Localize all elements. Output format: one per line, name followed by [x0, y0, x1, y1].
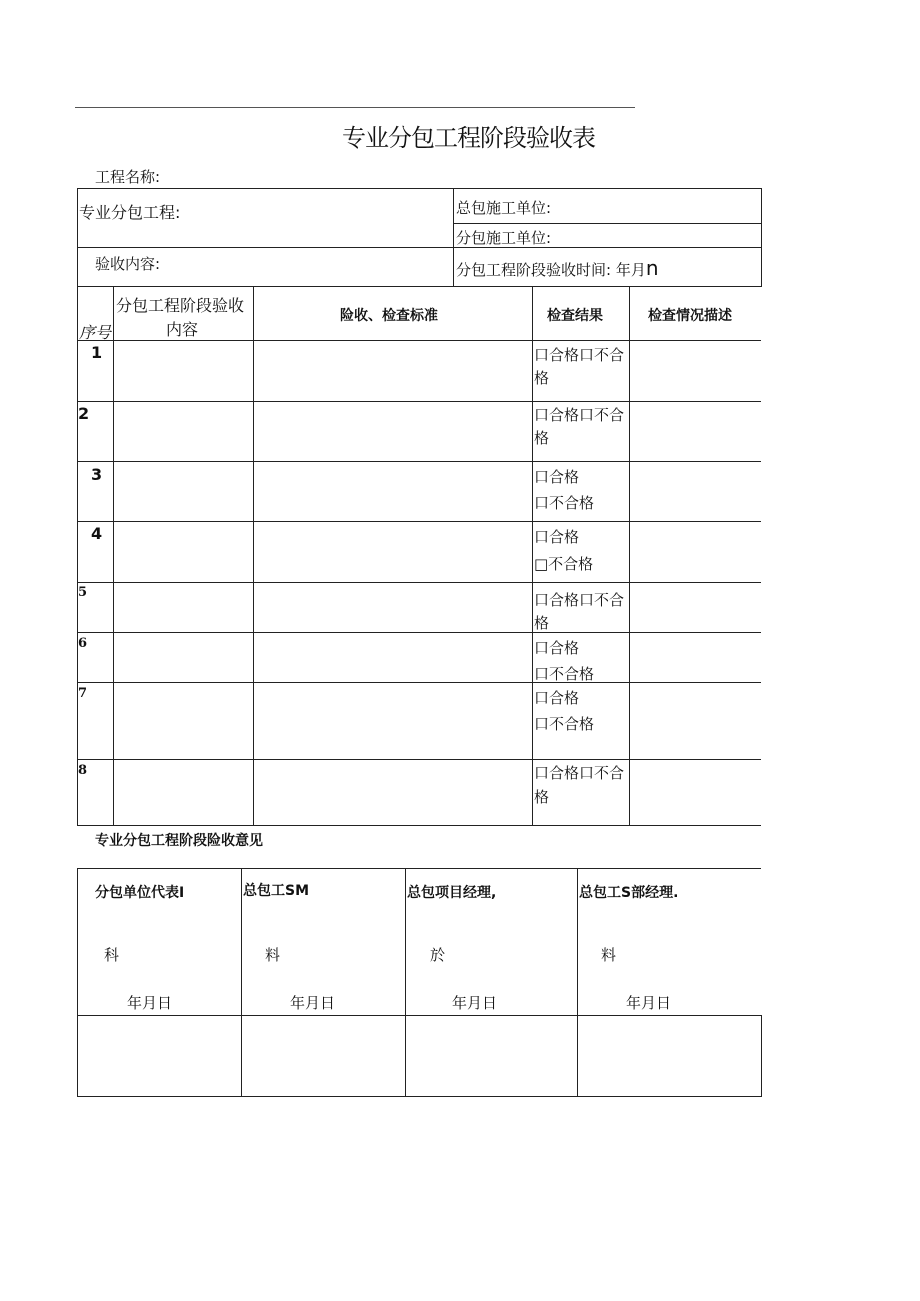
sig-col-4	[577, 868, 578, 1097]
row-number: 8	[78, 763, 88, 778]
table-col-result	[629, 287, 630, 825]
acceptance-time-label: 分包工程阶段验收时间:	[456, 261, 612, 279]
col-header-seq: 序号	[79, 323, 112, 342]
table-row-line-6	[77, 682, 761, 683]
header-box-right	[761, 188, 762, 287]
header-box-divider	[453, 188, 454, 287]
header-box-bottom	[77, 286, 762, 287]
acceptance-time-suffix: n	[645, 256, 659, 280]
row-result-line1: 口合格	[534, 639, 580, 657]
signature-role: 分包单位代表I	[95, 885, 185, 901]
general-contractor-label: 总包施工单位:	[456, 199, 552, 217]
table-row-line-3	[77, 521, 761, 522]
row-number: 4	[91, 524, 103, 543]
sig-col-right	[761, 1015, 762, 1097]
subcontractor-label: 分包施工单位:	[456, 229, 552, 247]
acceptance-content-label: 验收内容:	[95, 255, 161, 273]
sig-col-2	[241, 868, 242, 1097]
row-result-line1: 口合格口不合	[534, 591, 625, 609]
table-row-line-1	[77, 401, 761, 402]
table-row-line-2	[77, 461, 761, 462]
sig-col-3	[405, 868, 406, 1097]
table-row-line-header	[77, 340, 761, 341]
table-col-seq	[113, 287, 114, 825]
row-result-line2: □不合格	[534, 555, 594, 573]
signature-mark: 料	[265, 946, 281, 964]
row-result-line1: 口合格口不合	[534, 406, 625, 424]
table-row-line-4	[77, 582, 761, 583]
row-number: 7	[78, 686, 88, 701]
col-header-description: 检查情况描述	[648, 308, 732, 324]
signature-role: 总包工S部经理.	[579, 885, 679, 901]
row-result-line2: 口不合格	[534, 665, 595, 683]
project-name-label: 工程名称:	[95, 168, 161, 186]
row-result-line1: 口合格	[534, 528, 580, 546]
col-header-result: 检查结果	[547, 308, 603, 324]
header-box-top	[77, 188, 762, 189]
subcontract-project-label: 专业分包工程:	[79, 203, 181, 222]
signature-date: 年月日	[452, 994, 498, 1012]
signature-date: 年月日	[127, 994, 173, 1012]
signature-mark: 料	[601, 946, 617, 964]
row-result-line1: 口合格	[534, 689, 580, 707]
signature-role: 总包项目经理,	[407, 885, 497, 901]
table-row-line-5	[77, 632, 761, 633]
signature-mark: 於	[430, 946, 446, 964]
signature-mark: 科	[104, 946, 120, 964]
row-result-line2: 格	[534, 614, 550, 632]
sig-col-left	[77, 868, 78, 1097]
col-header-content-line1: 分包工程阶段验收	[116, 296, 245, 315]
row-result-line2: 格	[534, 429, 550, 447]
row-result-line2: 格	[534, 788, 550, 806]
header-box-mid-left	[77, 247, 762, 248]
top-rule	[75, 107, 635, 108]
table-row-line-7	[77, 759, 761, 760]
row-result-line2: 口不合格	[534, 715, 595, 733]
row-number: 5	[78, 585, 88, 600]
col-header-content-line2: 内容	[166, 320, 199, 339]
row-result-line1: 口合格口不合	[534, 346, 625, 364]
row-result-line2: 口不合格	[534, 494, 595, 512]
row-number: 6	[78, 636, 88, 651]
header-box-split-right	[453, 223, 762, 224]
table-row-line-bottom	[77, 825, 761, 826]
table-col-content	[253, 287, 254, 825]
row-number: 2	[78, 404, 90, 423]
row-number: 3	[91, 465, 103, 484]
row-result-line2: 格	[534, 369, 550, 387]
page-title: 专业分包工程阶段验收表	[342, 124, 595, 152]
col-header-standard: 险收、检查标准	[340, 308, 438, 324]
signature-date: 年月日	[290, 994, 336, 1012]
table-col-left	[77, 287, 78, 825]
row-number: 1	[91, 343, 103, 362]
table-col-standard	[532, 287, 533, 825]
signature-date: 年月日	[626, 994, 672, 1012]
row-result-line1: 口合格	[534, 468, 580, 486]
sig-bottom-line	[77, 1096, 762, 1097]
header-box-left	[77, 188, 78, 287]
signature-role: 总包工SM	[243, 883, 310, 899]
acceptance-time-field	[456, 258, 659, 280]
opinion-heading: 专业分包工程阶段险收意见	[95, 833, 263, 849]
sig-mid-line	[77, 1015, 762, 1016]
row-result-line1: 口合格口不合	[534, 764, 625, 782]
acceptance-time-value: 年月	[615, 261, 646, 279]
opinion-top-line	[77, 868, 761, 869]
